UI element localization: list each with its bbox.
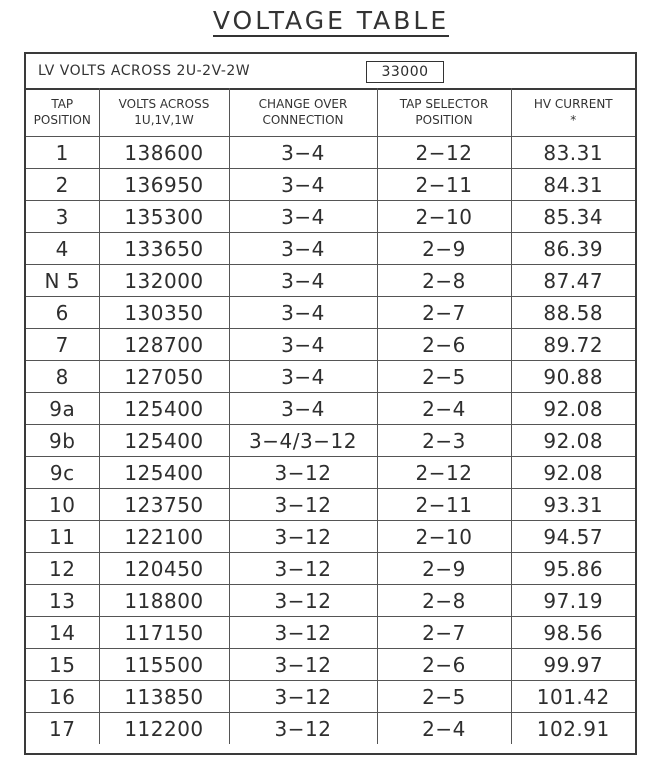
lv-volts-row	[26, 54, 635, 90]
table-row	[26, 457, 635, 489]
header-line: 1U,1V,1W	[134, 113, 194, 127]
cell-change-over: 3−12	[229, 681, 377, 713]
cell-hv-current: 94.57	[511, 521, 635, 553]
cell-volts-across: 125400	[99, 457, 229, 489]
cell-change-over: 3−4	[229, 297, 377, 329]
cell-volts-across: 118800	[99, 585, 229, 617]
cell-tap-position: 8	[26, 361, 99, 393]
cell-tap-selector: 2−9	[377, 233, 511, 265]
cell-tap-selector: 2−6	[377, 329, 511, 361]
cell-change-over: 3−4	[229, 169, 377, 201]
table-row	[26, 201, 635, 233]
cell-tap-selector: 2−8	[377, 585, 511, 617]
cell-tap-selector: 2−8	[377, 265, 511, 297]
cell-hv-current: 89.72	[511, 329, 635, 361]
cell-change-over: 3−4	[229, 393, 377, 425]
cell-tap-position: 1	[26, 137, 99, 169]
header-line: HV CURRENT	[533, 97, 613, 111]
cell-tap-selector: 2−3	[377, 425, 511, 457]
table-row	[26, 425, 635, 457]
header-tap-position	[26, 88, 99, 137]
cell-tap-position: 16	[26, 681, 99, 713]
table-row	[26, 681, 635, 713]
cell-change-over: 3−12	[229, 489, 377, 521]
table-row	[26, 649, 635, 681]
cell-tap-position: 9c	[26, 457, 99, 489]
header-change-over	[229, 88, 377, 137]
cell-change-over: 3−12	[229, 649, 377, 681]
header-volts-across	[99, 88, 229, 137]
cell-volts-across: 120450	[99, 553, 229, 585]
cell-change-over: 3−4	[229, 329, 377, 361]
cell-change-over: 3−12	[229, 713, 377, 745]
header-line: POSITION	[33, 113, 91, 127]
cell-hv-current: 90.88	[511, 361, 635, 393]
cell-hv-current: 98.56	[511, 617, 635, 649]
header-line: CONNECTION	[262, 113, 344, 127]
header-line: TAP SELECTOR	[399, 97, 489, 111]
cell-hv-current: 83.31	[511, 137, 635, 169]
cell-volts-across: 128700	[99, 329, 229, 361]
cell-hv-current: 95.86	[511, 553, 635, 585]
header-line: CHANGE OVER	[258, 97, 348, 111]
cell-tap-selector: 2−7	[377, 297, 511, 329]
cell-tap-selector: 2−11	[377, 169, 511, 201]
cell-volts-across: 125400	[99, 425, 229, 457]
voltage-table-frame	[24, 52, 637, 755]
table-row	[26, 489, 635, 521]
cell-tap-selector: 2−4	[377, 393, 511, 425]
cell-tap-position: 15	[26, 649, 99, 681]
cell-volts-across: 123750	[99, 489, 229, 521]
table-body	[26, 137, 635, 745]
cell-hv-current: 86.39	[511, 233, 635, 265]
cell-hv-current: 99.97	[511, 649, 635, 681]
cell-volts-across: 127050	[99, 361, 229, 393]
cell-volts-across: 136950	[99, 169, 229, 201]
cell-hv-current: 87.47	[511, 265, 635, 297]
cell-change-over: 3−12	[229, 553, 377, 585]
cell-tap-selector: 2−4	[377, 713, 511, 745]
cell-tap-position: 11	[26, 521, 99, 553]
table-row	[26, 521, 635, 553]
table-row	[26, 713, 635, 745]
header-line: TAP	[51, 97, 74, 111]
table-row	[26, 617, 635, 649]
cell-tap-position: N 5	[26, 265, 99, 297]
cell-tap-position: 3	[26, 201, 99, 233]
cell-volts-across: 122100	[99, 521, 229, 553]
cell-tap-selector: 2−10	[377, 201, 511, 233]
cell-tap-selector: 2−11	[377, 489, 511, 521]
lv-volts-value: 33000	[366, 61, 444, 83]
cell-tap-position: 14	[26, 617, 99, 649]
table-row	[26, 585, 635, 617]
cell-volts-across: 113850	[99, 681, 229, 713]
cell-tap-position: 9b	[26, 425, 99, 457]
table-row	[26, 137, 635, 169]
title-text: VOLTAGE TABLE	[212, 6, 450, 35]
cell-tap-position: 2	[26, 169, 99, 201]
table-row	[26, 297, 635, 329]
header-line: VOLTS ACROSS	[118, 97, 210, 111]
table-row	[26, 329, 635, 361]
cell-volts-across: 133650	[99, 233, 229, 265]
cell-tap-position: 13	[26, 585, 99, 617]
cell-change-over: 3−12	[229, 617, 377, 649]
cell-tap-position: 10	[26, 489, 99, 521]
cell-tap-selector: 2−6	[377, 649, 511, 681]
cell-hv-current: 102.91	[511, 713, 635, 745]
cell-volts-across: 130350	[99, 297, 229, 329]
voltage-table	[26, 88, 635, 744]
cell-change-over: 3−4	[229, 137, 377, 169]
cell-tap-selector: 2−12	[377, 457, 511, 489]
table-row	[26, 233, 635, 265]
table-row	[26, 553, 635, 585]
cell-volts-across: 125400	[99, 393, 229, 425]
header-line: *	[570, 113, 577, 127]
page-title	[0, 6, 662, 35]
cell-change-over: 3−12	[229, 585, 377, 617]
cell-tap-selector: 2−9	[377, 553, 511, 585]
header-line: POSITION	[415, 113, 473, 127]
lv-volts-label: LV VOLTS ACROSS 2U-2V-2W	[38, 63, 251, 79]
cell-volts-across: 112200	[99, 713, 229, 745]
cell-hv-current: 85.34	[511, 201, 635, 233]
cell-change-over: 3−12	[229, 457, 377, 489]
cell-change-over: 3−4	[229, 233, 377, 265]
header-tap-selector	[377, 88, 511, 137]
cell-change-over: 3−4	[229, 265, 377, 297]
cell-tap-selector: 2−12	[377, 137, 511, 169]
cell-hv-current: 93.31	[511, 489, 635, 521]
cell-tap-position: 6	[26, 297, 99, 329]
cell-tap-position: 7	[26, 329, 99, 361]
cell-tap-selector: 2−10	[377, 521, 511, 553]
cell-hv-current: 88.58	[511, 297, 635, 329]
cell-tap-position: 9a	[26, 393, 99, 425]
cell-hv-current: 97.19	[511, 585, 635, 617]
cell-tap-position: 17	[26, 713, 99, 745]
cell-tap-selector: 2−5	[377, 361, 511, 393]
cell-volts-across: 115500	[99, 649, 229, 681]
header-hv-current	[511, 88, 635, 137]
cell-hv-current: 84.31	[511, 169, 635, 201]
cell-hv-current: 92.08	[511, 425, 635, 457]
cell-hv-current: 101.42	[511, 681, 635, 713]
cell-change-over: 3−4/3−12	[229, 425, 377, 457]
table-row	[26, 393, 635, 425]
cell-volts-across: 138600	[99, 137, 229, 169]
cell-hv-current: 92.08	[511, 393, 635, 425]
cell-volts-across: 132000	[99, 265, 229, 297]
cell-hv-current: 92.08	[511, 457, 635, 489]
table-row	[26, 265, 635, 297]
table-row	[26, 169, 635, 201]
cell-change-over: 3−4	[229, 201, 377, 233]
cell-tap-position: 4	[26, 233, 99, 265]
cell-volts-across: 135300	[99, 201, 229, 233]
header-row	[26, 88, 635, 137]
cell-volts-across: 117150	[99, 617, 229, 649]
cell-tap-selector: 2−5	[377, 681, 511, 713]
table-row	[26, 361, 635, 393]
cell-tap-position: 12	[26, 553, 99, 585]
cell-tap-selector: 2−7	[377, 617, 511, 649]
cell-change-over: 3−4	[229, 361, 377, 393]
cell-change-over: 3−12	[229, 521, 377, 553]
